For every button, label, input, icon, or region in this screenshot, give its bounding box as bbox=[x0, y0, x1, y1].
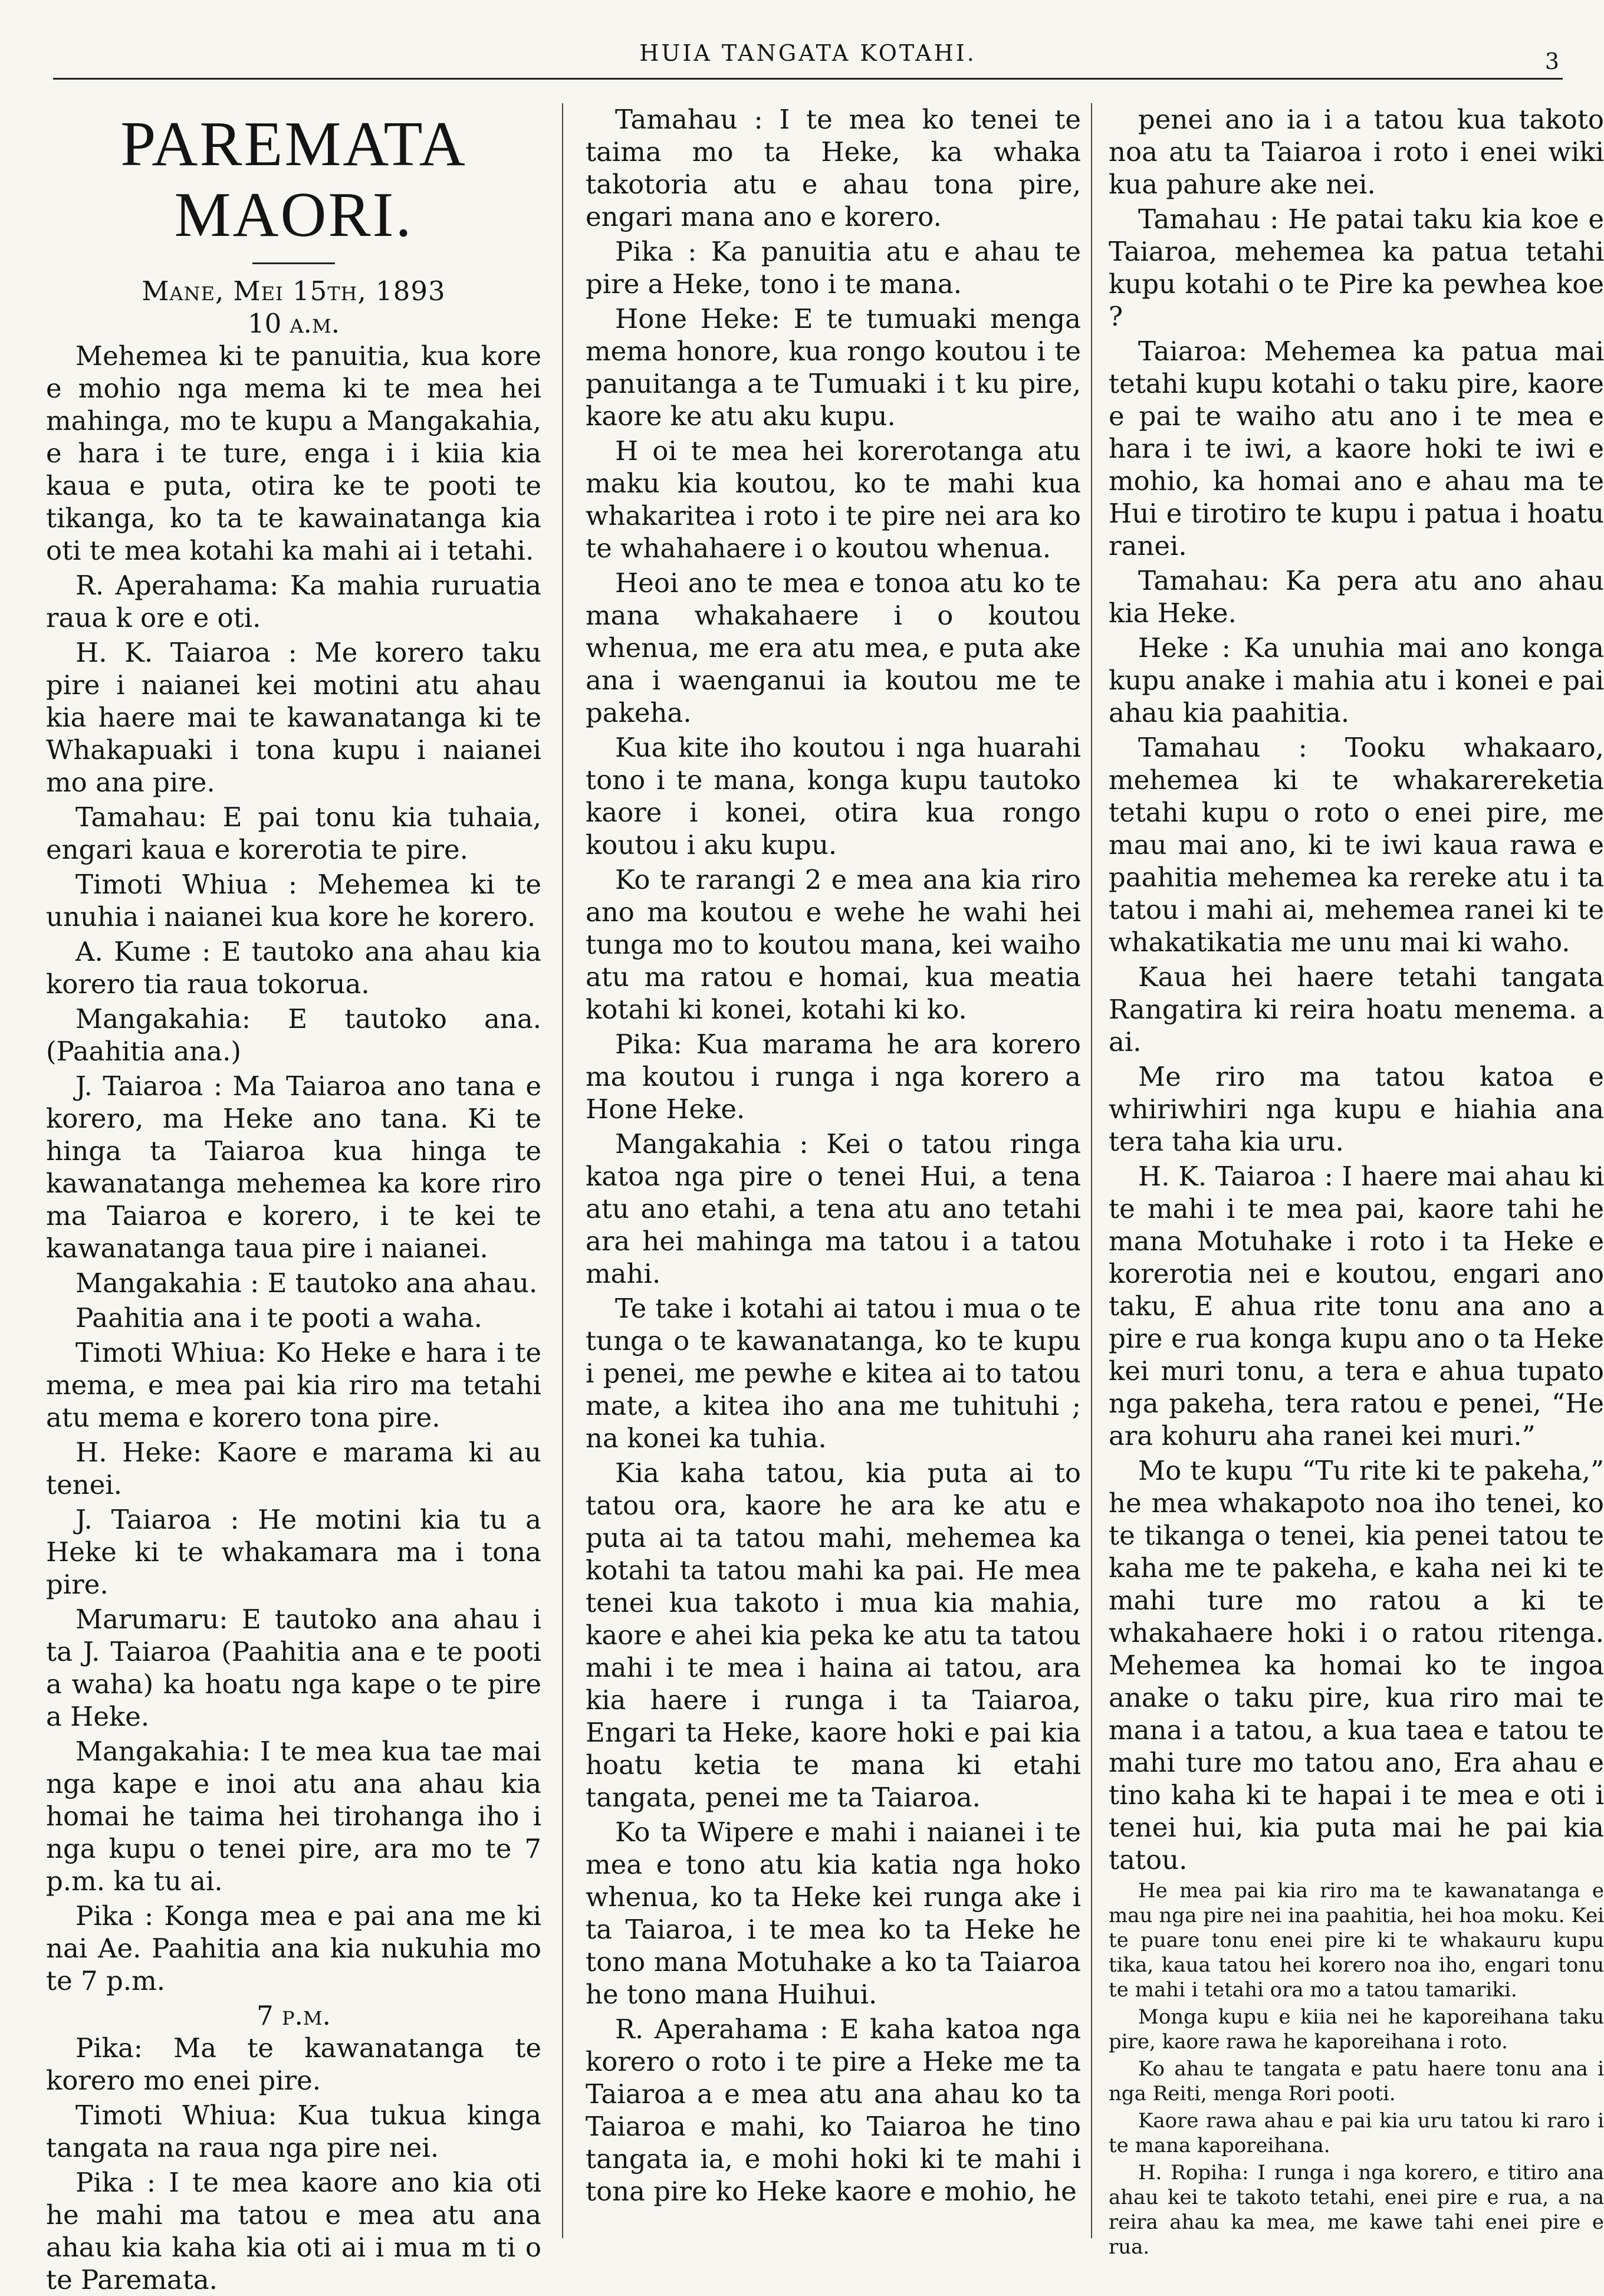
paragraph: Kaore rawa ahau e pai kia uru tatou ki raro i te mana kaporeihana. bbox=[1109, 2109, 1604, 2157]
paragraph: Pika: Kua marama he ara korero ma koutou i runga i nga korero a Hone Heke. bbox=[586, 1029, 1081, 1125]
paragraph: Pika : Ka panuitia atu e ahau te pire a Heke, tono i te mana. bbox=[586, 236, 1081, 300]
paragraph: Pika: Ma te kawanatanga te korero mo enei pire. bbox=[46, 2032, 541, 2096]
headline-rule bbox=[252, 262, 335, 264]
paragraph: Taiaroa: Mehemea ka patua mai tetahi kupu kotahi o taku pire, kaore e pai te waiho atu ano i te mea e hara i te iwi, a kaore hoki te iwi e mohio, ka homai ano e ahau ma te Hui e tirotiro te kupu i patua i hoatu ranei. bbox=[1109, 336, 1604, 561]
paragraph: Me riro ma tatou katoa e whiriwhiri nga kupu e hiahia ana tera taha kia uru. bbox=[1109, 1061, 1604, 1157]
paragraph: Timoti Whiua: Ko Heke e hara i te mema, e mea pai kia riro ma tetahi atu mema e korero tona pire. bbox=[46, 1337, 541, 1433]
column-divider bbox=[1091, 103, 1092, 2238]
paragraph: Tamahau: Ka pera atu ano ahau kia Heke. bbox=[1109, 565, 1604, 629]
column-1-paragraphs-a bbox=[46, 340, 541, 1997]
paragraph: Kaua hei haere tetahi tangata Rangatira ki reira hoatu menema. a ai. bbox=[1109, 961, 1604, 1057]
paragraph: H oi te mea hei korerotanga atu maku kia koutou, ko te mahi kua whakaritea i roto i te pire nei ara ko te whahahaere i o koutou whenua. bbox=[586, 435, 1081, 564]
page-header bbox=[53, 37, 1563, 80]
page-number: 3 bbox=[1544, 48, 1559, 74]
paragraph: Mehemea ki te panuitia, kua kore e mohio nga mema ki te mea hei mahinga, mo te kupu a Mangakahia, e hara i te ture, enga i i kiia kia kaua e puta, otira ke te pooti te tikanga, ko ta te kawainatanga kia oti te mea kotahi ka mahi ai i tetahi. bbox=[46, 340, 541, 566]
column-1-paragraphs-b bbox=[46, 2032, 541, 2296]
paragraph: Ko ahau te tangata e patu haere tonu ana i nga Reiti, menga Rori pooti. bbox=[1109, 2057, 1604, 2106]
paragraph: penei ano ia i a tatou kua takoto noa atu ta Taiaroa i roto i enei wiki kua pahure ake nei. bbox=[1109, 104, 1604, 200]
column-2-paragraphs bbox=[586, 103, 1081, 2208]
paragraph: Kua kite iho koutou i nga huarahi tono i te mana, konga kupu tautoko kaore i konei, otira kua rongo koutou i aku kupu. bbox=[586, 732, 1081, 860]
session-time-evening: 7 p.m. bbox=[257, 2000, 331, 2031]
article-dateline: Mane, Mei 15th, 1893 bbox=[142, 275, 446, 307]
paragraph: H. K. Taiaroa : Me korero taku pire i naianei kei motini atu ahau kia haere mai te kawanatanga ki te Whakapuaki i tona kupu i naianei mo ana pire. bbox=[46, 637, 541, 798]
paragraph: Pika : Konga mea e pai ana me ki nai Ae. Paahitia ana kia nukuhia mo te 7 p.m. bbox=[46, 1900, 541, 1996]
paragraph: Te take i kotahi ai tatou i mua o te tunga o te kawanatanga, ko te kupu i penei, me pewhe e kitea ai to tatou mate, a kitea iho ana me tuhituhi ; na konei ka tuhia. bbox=[586, 1293, 1081, 1454]
article-headline: PAREMATA MAORI. bbox=[120, 109, 467, 250]
paragraph: R. Aperahama : E kaha katoa nga korero o roto i te pire a Heke me ta Taiaroa a e mea atu ana ahau ko ta Taiaroa e mahi, ko Taiaroa he tino tangata ia, e mohi hoki ki te mahi i tona pire ko Heke kaore e mohio, he bbox=[586, 2013, 1081, 2207]
article-column-1 bbox=[46, 103, 541, 2295]
paragraph: Mo te kupu “Tu rite ki te pakeha,” he mea whakapoto noa iho tenei, ko te tikanga o tenei, kia penei tatou te kaha me te pakeha, e kaha nei ki te mahi ture mo ratou a ki te whakahaere hoki i o ratou ritenga. Mehemea ka homai ko te ingoa anake o taku pire, kua riro mai te mana i a tatou, a kua taea e tatou te mahi ture mo tatou ano, Era ahau e tino kaha ki te hapai i te mea e oti i tenei hui, kia puta mai he pai kia tatou. bbox=[1109, 1455, 1604, 1875]
paragraph: Paahitia ana i te pooti a waha. bbox=[75, 1302, 482, 1333]
paragraph: Ko ta Wipere e mahi i naianei i te mea e tono atu kia katia nga hoko whenua, ko ta Heke kei runga ake i ta Taiaroa, i te mea ko ta Heke he tono mana Motuhake a ko ta Taiaroa he tono mana Huihui. bbox=[586, 1817, 1081, 2010]
paragraph: Mangakahia : E tautoko ana ahau. bbox=[75, 1267, 538, 1299]
column-3-small-paragraphs bbox=[1109, 1878, 1604, 2259]
paragraph: Marumaru: E tautoko ana ahau i ta J. Taiaroa (Paahitia ana e te pooti a waha) ka hoatu nga kape o te pire a Heke. bbox=[46, 1604, 541, 1732]
paragraph: Tamahau : He patai taku kia koe e Taiaroa, mehemea ka patua tetahi kupu kotahi o te Pire ka pewhea koe ? bbox=[1109, 203, 1604, 332]
paragraph: Mangakahia: E tautoko ana. (Paahitia ana.) bbox=[46, 1003, 541, 1067]
paragraph: Mangakahia: I te mea kua tae mai nga kape e inoi atu ana ahau kia homai he taima hei tirohanga iho i nga kupu o tenei pire, ara mo te 7 p.m. ka tu ai. bbox=[46, 1736, 541, 1897]
paragraph: R. Aperahama: Ka mahia ruruatia raua k ore e oti. bbox=[46, 570, 541, 633]
paragraph: Timoti Whiua: Kua tukua kinga tangata na raua nga pire nei. bbox=[46, 2100, 541, 2163]
paragraph: Kia kaha tatou, kia puta ai to tatou ora, kaore he ara ke atu e puta ai ta tatou mahi, mehemea ka kotahi ta tatou mahi ka pai. He mea tenei kua takoto i mua kia mahia, kaore e ahei kia peka ke atu ta tatou mahi i te mea i haina ai tatou, ara kia haere i runga i ta Taiaroa, Engari ta Heke, kaore hoki e pai kia hoatu ketia te mana ki etahi tangata, penei me ta Taiaroa. bbox=[586, 1457, 1081, 1813]
paragraph: A. Kume : E tautoko ana ahau kia korero tia raua tokorua. bbox=[46, 936, 541, 1000]
paragraph: Tamahau : Tooku whakaaro, mehemea ki te whakarereketia tetahi kupu o roto o enei pire, me mau mai ano, ki te iwi kaua rawa e paahitia mehemea ka rereke atu i ta tatou i mahi ai, mehemea ranei ki te whakatikatia me unu mai ki waho. bbox=[1109, 732, 1604, 958]
paragraph: Tamahau: E pai tonu kia tuhaia, engari kaua e korerotia te pire. bbox=[46, 802, 541, 865]
paragraph: Monga kupu e kiia nei he kaporeihana taku pire, kaore rawa he kaporeihana i roto. bbox=[1109, 2005, 1604, 2054]
paragraph: J. Taiaroa : Ma Taiaroa ano tana e korero, ma Heke ano tana. Ki te hinga ta Taiaroa kua hinga te kawanatanga mehemea ka kore riro ma Taiaroa e korero, i te kei te kawanatanga taua pire i naianei. bbox=[46, 1070, 541, 1264]
paragraph: Tamahau : I te mea ko tenei te taima mo ta Heke, ka whaka takotoria atu e ahau tona pire, engari mana ano e korero. bbox=[586, 104, 1081, 232]
paragraph: H. Heke: Kaore e marama ki au tenei. bbox=[46, 1437, 541, 1500]
paragraph: Mangakahia : Kei o tatou ringa katoa nga pire o tenei Hui, a tena atu ano etahi, a tena atu ano tetahi ara hei mahinga ma tatou i a tatou mahi. bbox=[586, 1128, 1081, 1289]
paragraph: Heke : Ka unuhia mai ano konga kupu anake i mahia atu i konei e pai ahau kia paahitia. bbox=[1109, 632, 1604, 728]
session-time-morning: 10 a.m. bbox=[247, 308, 340, 339]
article-column-3 bbox=[1109, 103, 1604, 2259]
newspaper-title: HUIA TANGATA KOTAHI. bbox=[639, 40, 977, 66]
paragraph: Timoti Whiua : Mehemea ki te unuhia i naianei kua kore he korero. bbox=[46, 869, 541, 932]
paragraph: H. Ropiha: I runga i nga korero, e titiro ana ahau kei te takoto tetahi, enei pire e rua, a na reira ahau ka mea, me kawe tahi enei pire e rua. bbox=[1109, 2161, 1604, 2259]
column-divider bbox=[562, 103, 563, 2238]
paragraph: Hone Heke: E te tumuaki menga mema honore, kua rongo koutou i te panuitanga a te Tumuaki i t ku pire, kaore ke atu aku kupu. bbox=[586, 303, 1081, 432]
paragraph: Pika : I te mea kaore ano kia oti he mahi ma tatou e mea atu ana ahau kia kaha kia oti ai i mua m ti o te Paremata. bbox=[46, 2167, 541, 2295]
paragraph: He mea pai kia riro ma te kawanatanga e mau nga pire nei ina paahitia, hei hoa moku. Kei te puare tonu enei pire ki te whakauru kupu tika, kaua tatou hei korero noa iho, engari tonu te mahi i tetahi ora mo a tatou tamariki. bbox=[1109, 1879, 1604, 2002]
column-3-paragraphs bbox=[1109, 103, 1604, 1876]
paragraph: J. Taiaroa : He motini kia tu a Heke ki te whakamara ma i tona pire. bbox=[46, 1504, 541, 1600]
paragraph: Heoi ano te mea e tonoa atu ko te mana whakahaere i o koutou whenua, me era atu mea, e puta ake ana i waenganui ia koutou me te pakeha. bbox=[586, 567, 1081, 728]
article-column-2 bbox=[586, 103, 1081, 2238]
paragraph: Ko te rarangi 2 e mea ana kia riro ano ma koutou e wehe he wahi hei tunga mo to koutou mana, kei waiho atu ma ratou e homai, kua meatia kotahi ki konei, kotahi ki ko. bbox=[586, 864, 1081, 1025]
paragraph: H. K. Taiaroa : I haere mai ahau ki te mahi i te mea pai, kaore tahi he mana Motuhake i roto i ta Heke e korerotia nei e koutou, engari ano taku, E ahua rite tonu ana ano a pire e rua konga kupu ano o ta Heke kei muri tonu, a tera e ahua tupato nga pakeha, tera ratou e penei, “He ara kohuru aha ranei kei muri.” bbox=[1109, 1161, 1604, 1451]
